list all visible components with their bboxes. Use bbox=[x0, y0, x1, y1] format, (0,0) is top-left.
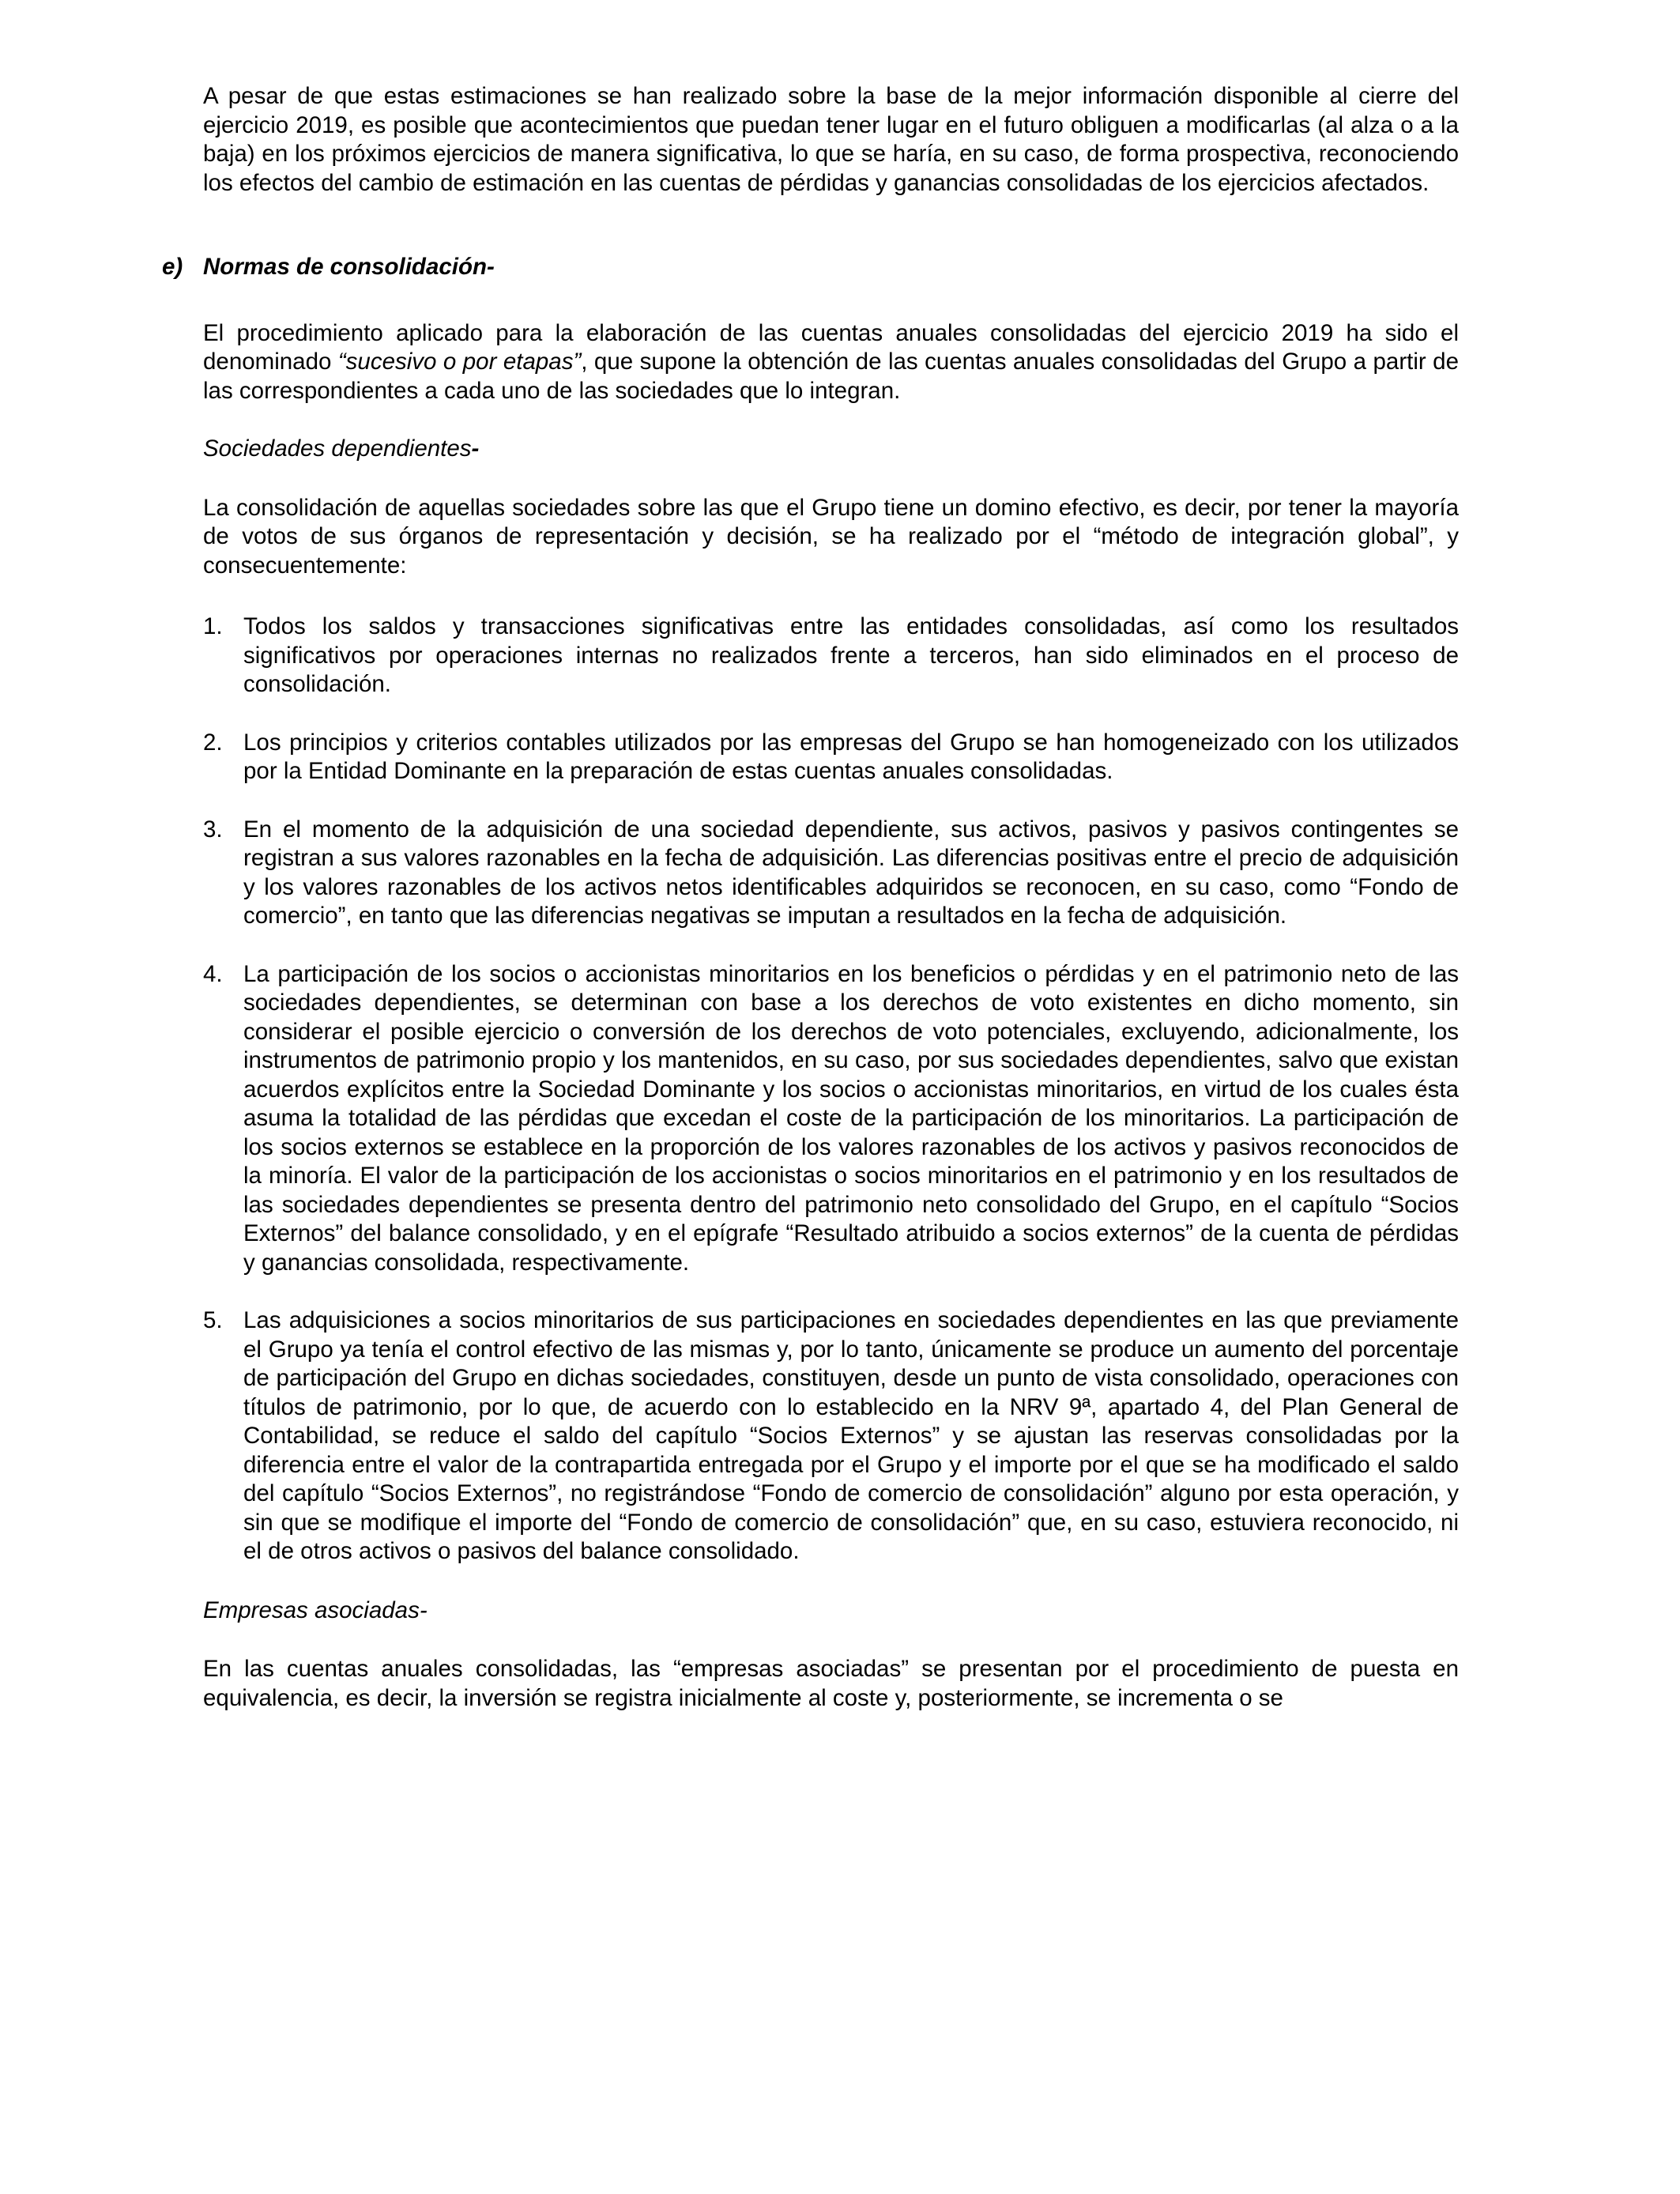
associates-intro: En las cuentas anuales consolidadas, las “empresas asociadas” se presentan por el procedimiento de puesta en equivalencia, es decir, la inversión se registra inicialmente al coste y, posteriormente, se incrementa o se bbox=[203, 1656, 1459, 1711]
procedure-text-start: El procedimiento aplicado para la elaboración de las cuentas anuales consolidadas del ejercicio 2019 ha sido el denominado bbox=[203, 319, 1459, 375]
dependents-intro: La consolidación de aquellas sociedades sobre las que el Grupo tiene un domino efectivo, es decir, por tener la mayoría de votos de sus órganos de representación y decisión, se ha realizado por el “método de integración global”, y consecuentemente: bbox=[203, 494, 1459, 579]
associates-heading: Empresas asociadas- bbox=[203, 1596, 428, 1623]
dependents-heading bbox=[203, 435, 1459, 464]
list-item-number: 5. bbox=[203, 1307, 223, 1333]
list-item bbox=[203, 1306, 1459, 1566]
document-page bbox=[162, 82, 1459, 1713]
list-item-text: La participación de los socios o accionistas minoritarios en los beneficios o pérdidas y en el patrimonio neto de las sociedades dependientes, se determinan con base a los derechos de voto existentes en dicho momento, sin considerar el posible ejercicio o conversión de los derechos de voto potenciales, excluyendo, adicionalmente, los instrumentos de patrimonio propio y los mantenidos, en su caso, por sus sociedades dependientes, salvo que existan acuerdos explícitos entre la Sociedad Dominante y los socios o accionistas minoritarios, en virtud de los cuales ésta asuma la totalidad de las pérdidas que excedan el coste de la participación de los minoritarios. La participación de los socios externos se establece en la proporción de los valores razonables de los activos y pasivos reconocidos de la minoría. El valor de la participación de los accionistas o socios minoritarios en el patrimonio y en los resultados de las sociedades dependientes se presenta dentro del patrimonio neto consolidado del Grupo, en el capítulo “Socios Externos” del balance consolidado, y en el epígrafe “Resultado atribuido a socios externos” de la cuenta de pérdidas y ganancias consolidada, respectivamente. bbox=[243, 960, 1459, 1276]
section-heading bbox=[162, 253, 1459, 282]
dependents-heading-text: Sociedades dependientes bbox=[203, 435, 472, 462]
procedure-paragraph bbox=[203, 319, 1459, 406]
list-item-text: En el momento de la adquisición de una sociedad dependiente, sus activos, pasivos y pasivos contingentes se registran a sus valores razonables en la fecha de adquisición. Las diferencias positivas entre el precio de adquisición y los valores razonables de los activos netos identificables adquiridos se reconocen, en su caso, como “Fondo de comercio”, en tanto que las diferencias negativas se imputan a resultados en la fecha de adquisición. bbox=[243, 816, 1459, 929]
list-item bbox=[203, 729, 1459, 786]
list-item bbox=[203, 816, 1459, 931]
procedure-method-name: “sucesivo o por etapas” bbox=[337, 349, 582, 375]
list-item-number: 2. bbox=[203, 729, 223, 756]
list-item-number: 4. bbox=[203, 960, 223, 987]
list-item-text: Las adquisiciones a socios minoritarios de sus participaciones en sociedades dependientes en las que previamente el Grupo ya tenía el control efectivo de las mismas y, por lo tanto, únicamente se produce un aumento del porcentaje de participación del Grupo en dichas sociedades, constituyen, desde un punto de vista consolidado, operaciones con títulos de patrimonio, por lo que, de acuerdo con lo establecido en la NRV 9ª, apartado 4, del Plan General de Contabilidad, se reduce el saldo del capítulo “Socios Externos” y se ajustan las reservas consolidadas por la diferencia entre el valor de la contrapartida entregada por el Grupo y el importe por el que se ha modificado el saldo del capítulo “Socios Externos”, no registrándose “Fondo de comercio de consolidación” alguno por esta operación, y sin que se modifique el importe del “Fondo de comercio de consolidación” que, en su caso, estuviera reconocido, ni el de otros activos o pasivos del balance consolidado. bbox=[243, 1307, 1459, 1564]
procedure-text-end: , que supone la obtención de las cuentas anuales consolidadas del Grupo a partir de las correspondientes a cada uno de las sociedades que lo integran. bbox=[203, 349, 1459, 404]
list-item bbox=[203, 960, 1459, 1278]
list-item-text: Todos los saldos y transacciones significativas entre las entidades consolidadas, así como los resultados significativos por operaciones internas no realizados frente a terceros, han sido eliminados en el proceso de consolidación. bbox=[243, 613, 1459, 697]
consolidation-rules-list bbox=[203, 613, 1459, 1566]
list-item-text: Los principios y criterios contables utilizados por las empresas del Grupo se han homogeneizado con los utilizados por la Entidad Dominante en la preparación de estas cuentas anuales consolidadas. bbox=[243, 729, 1459, 784]
list-item-number: 1. bbox=[203, 613, 223, 639]
dependents-heading-dash: - bbox=[471, 435, 480, 462]
list-item-number: 3. bbox=[203, 816, 223, 843]
intro-paragraph: A pesar de que estas estimaciones se han realizado sobre la base de la mejor información disponible al cierre del ejercicio 2019, es posible que acontecimientos que puedan tener lugar en el futuro obliguen a modificarlas (al alza o a la baja) en los próximos ejercicios de manera significativa, lo que se haría, en su caso, de forma prospectiva, reconociendo los efectos del cambio de estimación en las cuentas de pérdidas y ganancias consolidadas de los ejercicios afectados. bbox=[203, 83, 1459, 196]
section-letter: e) bbox=[162, 254, 183, 280]
section-title: Normas de consolidación- bbox=[203, 254, 495, 280]
list-item bbox=[203, 613, 1459, 699]
